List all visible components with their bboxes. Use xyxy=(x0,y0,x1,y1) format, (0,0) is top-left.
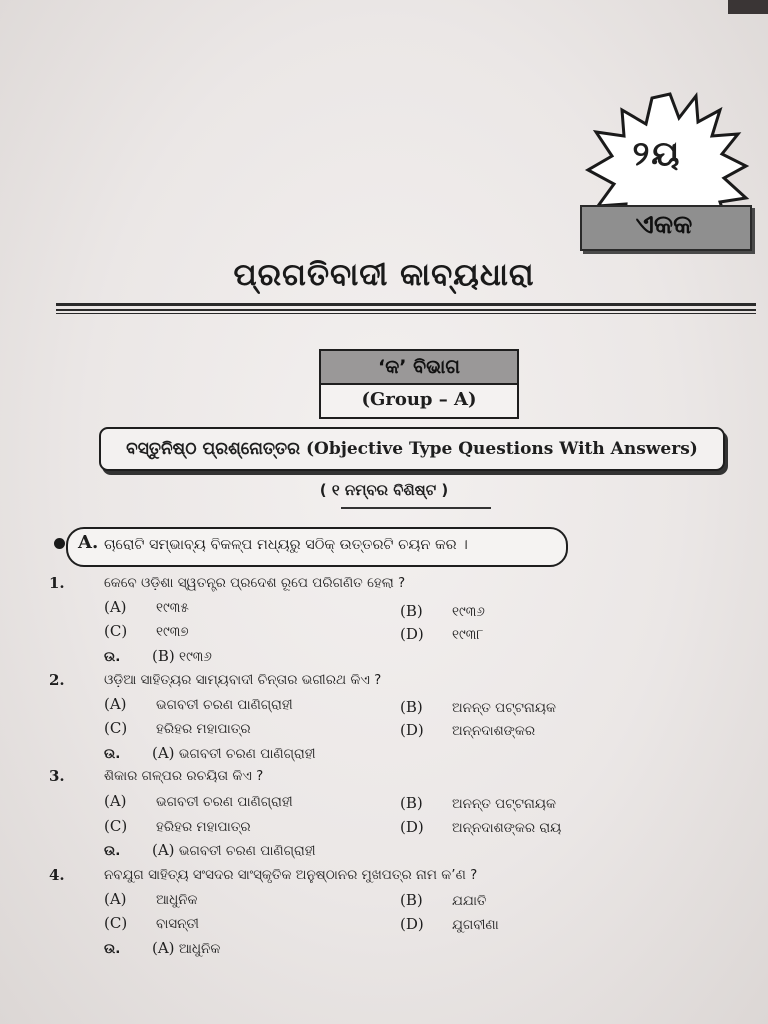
instruction-letter: A. xyxy=(78,532,99,553)
option-a: (A) ଭଗବତୀ ଚରଣ ପାଣିଗ୍ରାହୀ xyxy=(104,792,293,810)
option-a: (A) ୧୯୩୫ xyxy=(104,598,189,616)
option-b: (B) ଅନନ୍ତ ପଟ୍ଟନାୟକ xyxy=(400,698,556,716)
option-a: (A) ଆଧୁନିକ xyxy=(104,890,198,908)
marks-note: ( ୧ ନମ୍ବର ବିଶିଷ୍ଟ ) xyxy=(319,481,449,499)
group-box xyxy=(319,349,519,419)
question-text: ନବଯୁଗ ସାହିତ୍ୟ ସଂସଦର ସାଂସ୍କୃତିକ ଅନୁଷ୍ଠାନର ମୁଖପତ୍ର ନାମ କ’ଣ ? xyxy=(104,867,478,883)
question-text: କେବେ ଓଡ଼ିଶା ସ୍ୱତନ୍ତ୍ର ପ୍ରଦେଶ ରୂପେ ପରିଗଣିତ ହେଲା ? xyxy=(104,575,406,591)
answer: ଉ. (A) ଭଗବତୀ ଚରଣ ପାଣିଗ୍ରାହୀ xyxy=(104,744,316,762)
instruction-text: ଚାରୋଟି ସମ୍ଭାବ୍ୟ ବିକଳ୍ପ ମଧ୍ୟରୁ ସଠିକ୍ ଉତ୍ତରଟି ଚୟନ କର । xyxy=(104,537,468,553)
option-c: (C) ବାସନ୍ତୀ xyxy=(104,914,199,932)
option-b: (B) ଯଯାତି xyxy=(400,891,487,909)
question-number: 3. xyxy=(49,767,65,785)
answer: ଉ. (B) ୧୯୩୬ xyxy=(104,647,212,665)
option-c: (C) ହରିହର ମହାପାତ୍ର xyxy=(104,817,251,835)
option-b: (B) ୧୯୩୬ xyxy=(400,602,485,620)
option-d: (D) ଅନ୍ନଦାଶଙ୍କର xyxy=(400,721,536,739)
scan-corner-shadow xyxy=(728,0,768,14)
title-divider xyxy=(56,303,756,306)
option-a: (A) ଭଗବତୀ ଚରଣ ପାଣିଗ୍ରାହୀ xyxy=(104,695,293,713)
title-divider xyxy=(56,309,756,311)
answer: ଉ. (A) ଭଗବତୀ ଚରଣ ପାଣିଗ୍ରାହୀ xyxy=(104,841,316,859)
marks-underline xyxy=(341,507,491,509)
question-text: ଶିକାର ଗଳ୍ପର ରଚୟିତା କିଏ ? xyxy=(104,768,264,784)
answer: ଉ. (A) ଆଧୁନିକ xyxy=(104,939,221,957)
group-heading: ‘କ’ ବିଭାଗ xyxy=(321,351,517,385)
question-number: 4. xyxy=(49,866,65,884)
option-d: (D) ୧୯୩୮ xyxy=(400,625,484,643)
unit-label: ଏକକ xyxy=(635,210,693,240)
group-subheading: (Group – A) xyxy=(361,389,477,410)
question-text: ଓଡ଼ିଆ ସାହିତ୍ୟର ସାମ୍ୟବାଦୀ ଚିନ୍ତାର ଭଗୀରଥ କିଏ ? xyxy=(104,672,382,688)
option-b: (B) ଅନନ୍ତ ପଟ୍ଟନାୟକ xyxy=(400,794,556,812)
question-number: 2. xyxy=(49,671,65,689)
option-c: (C) ୧୯୩୭ xyxy=(104,622,189,640)
option-d: (D) ଅନ୍ନଦାଶଙ୍କର ରାୟ xyxy=(400,818,562,836)
option-c: (C) ହରିହର ମହାପାତ୍ର xyxy=(104,719,251,737)
objective-heading: ବସ୍ତୁନିଷ୍ଠ ପ୍ରଶ୍ନୋତ୍ତର (Objective Type Questions With Answers) xyxy=(99,427,725,471)
chapter-title: ପ୍ରଗତିବାଦୀ କାବ୍ୟଧାରା xyxy=(233,257,535,293)
bullet-icon xyxy=(54,538,65,549)
question-number: 1. xyxy=(49,574,65,592)
unit-number: ୨ୟ xyxy=(632,134,682,174)
title-divider xyxy=(56,313,756,314)
option-d: (D) ଯୁଗବୀଣା xyxy=(400,915,499,933)
